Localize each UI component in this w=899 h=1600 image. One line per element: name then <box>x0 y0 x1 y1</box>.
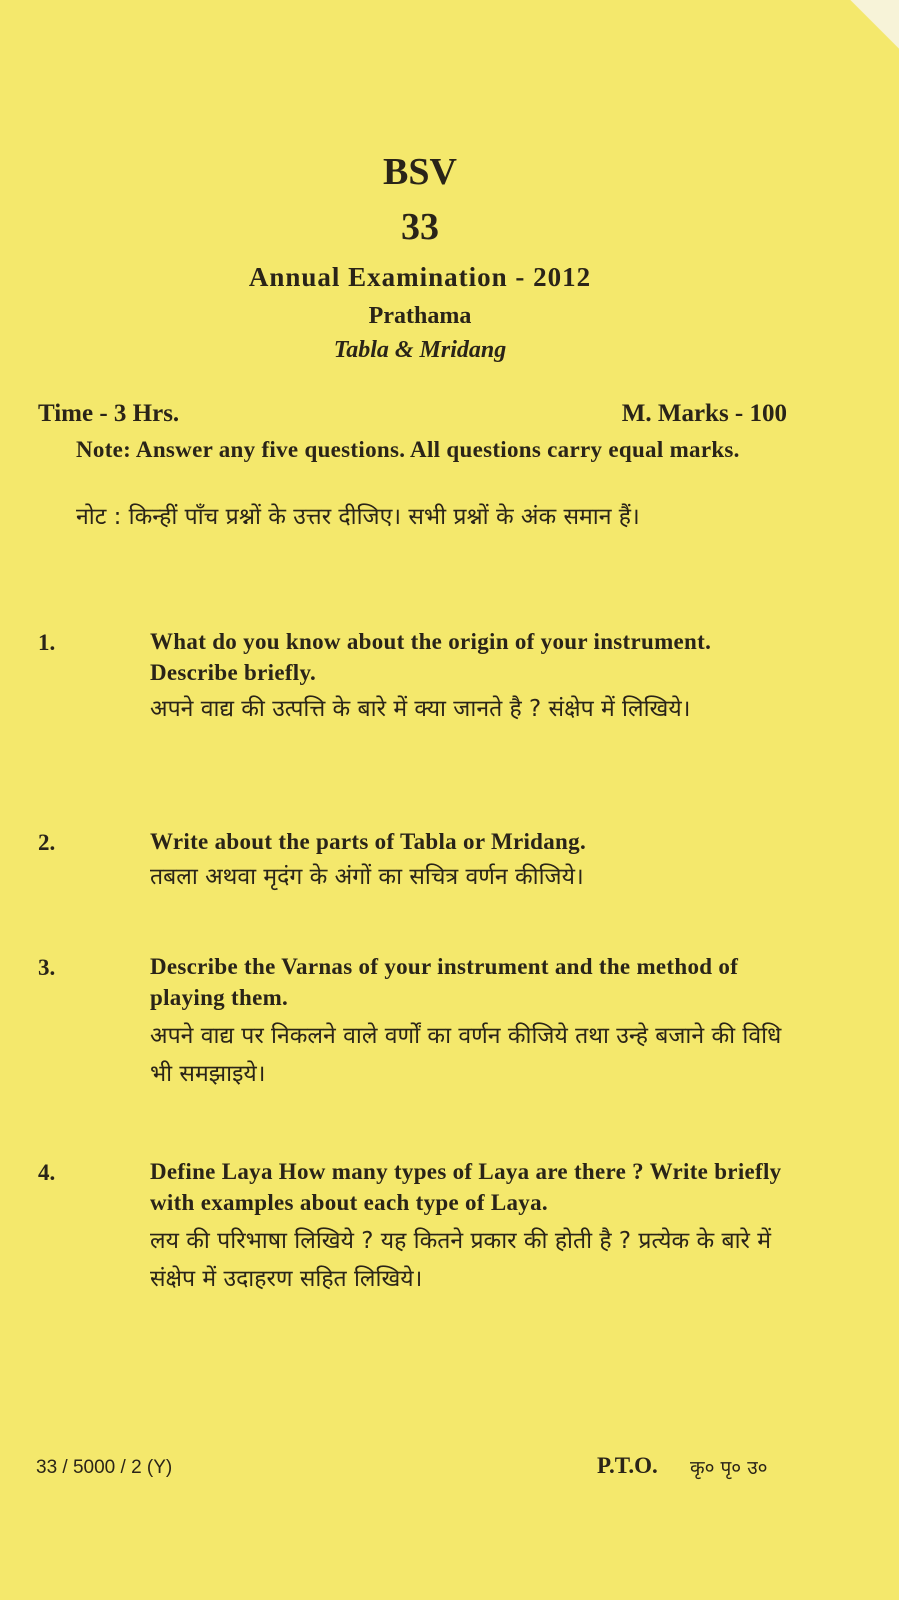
question-number: 3. <box>38 955 56 980</box>
question-text-english: Write about the parts of Tabla or Mridang. <box>150 829 586 854</box>
question-text-english: Describe the Varnas of your instrument and the method of playing them. <box>150 954 739 1010</box>
question-text-english: What do you know about the origin of your instrument. Describe briefly. <box>150 629 712 685</box>
question-text-hindi: लय की परिभाषा लिखिये ? यह कितने प्रकार की होती है ? प्रत्येक के बारे में संक्षेप में उदाहरण सहित लिखिये। <box>150 1228 772 1292</box>
question-number: 4. <box>38 1160 56 1185</box>
question-text-hindi: तबला अथवा मृदंग के अंगों का सचित्र वर्णन कीजिये। <box>150 864 584 890</box>
exam-level: Prathama <box>368 303 472 329</box>
pto-label: P.T.O. <box>597 1453 658 1478</box>
paper-number: 33 <box>401 206 439 248</box>
question-number: 2. <box>38 830 56 855</box>
note-hindi: नोट : किन्हीं पाँच प्रश्नों के उत्तर दीजिए। सभी प्रश्नों के अंक समान हैं। <box>76 504 640 530</box>
pto-hindi-label: कृ० पृ० उ० <box>690 1457 768 1479</box>
footer-code: 33 / 5000 / 2 (Y) <box>36 1457 173 1478</box>
question-text-hindi: अपने वाद्य की उत्पत्ति के बारे में क्या जानते है ? संक्षेप में लिखिये। <box>150 696 691 722</box>
time-label: Time - 3 Hrs. <box>38 400 180 427</box>
paper-code: BSV <box>383 151 457 193</box>
question-number: 1. <box>38 630 56 655</box>
page-corner-fold <box>839 0 899 60</box>
question-text-hindi: अपने वाद्य पर निकलने वाले वर्णों का वर्णन कीजिये तथा उन्हे बजाने की विधि भी समझाइये। <box>150 1023 782 1087</box>
marks-label: M. Marks - 100 <box>621 400 787 427</box>
exam-subject: Tabla & Mridang <box>333 337 507 363</box>
note-english: Note: Answer any five questions. All questions carry equal marks. <box>76 437 740 462</box>
question-text-english: Define Laya How many types of Laya are there ? Write briefly with examples about each type of Laya. <box>150 1159 782 1215</box>
exam-title: Annual Examination - 2012 <box>248 262 592 292</box>
